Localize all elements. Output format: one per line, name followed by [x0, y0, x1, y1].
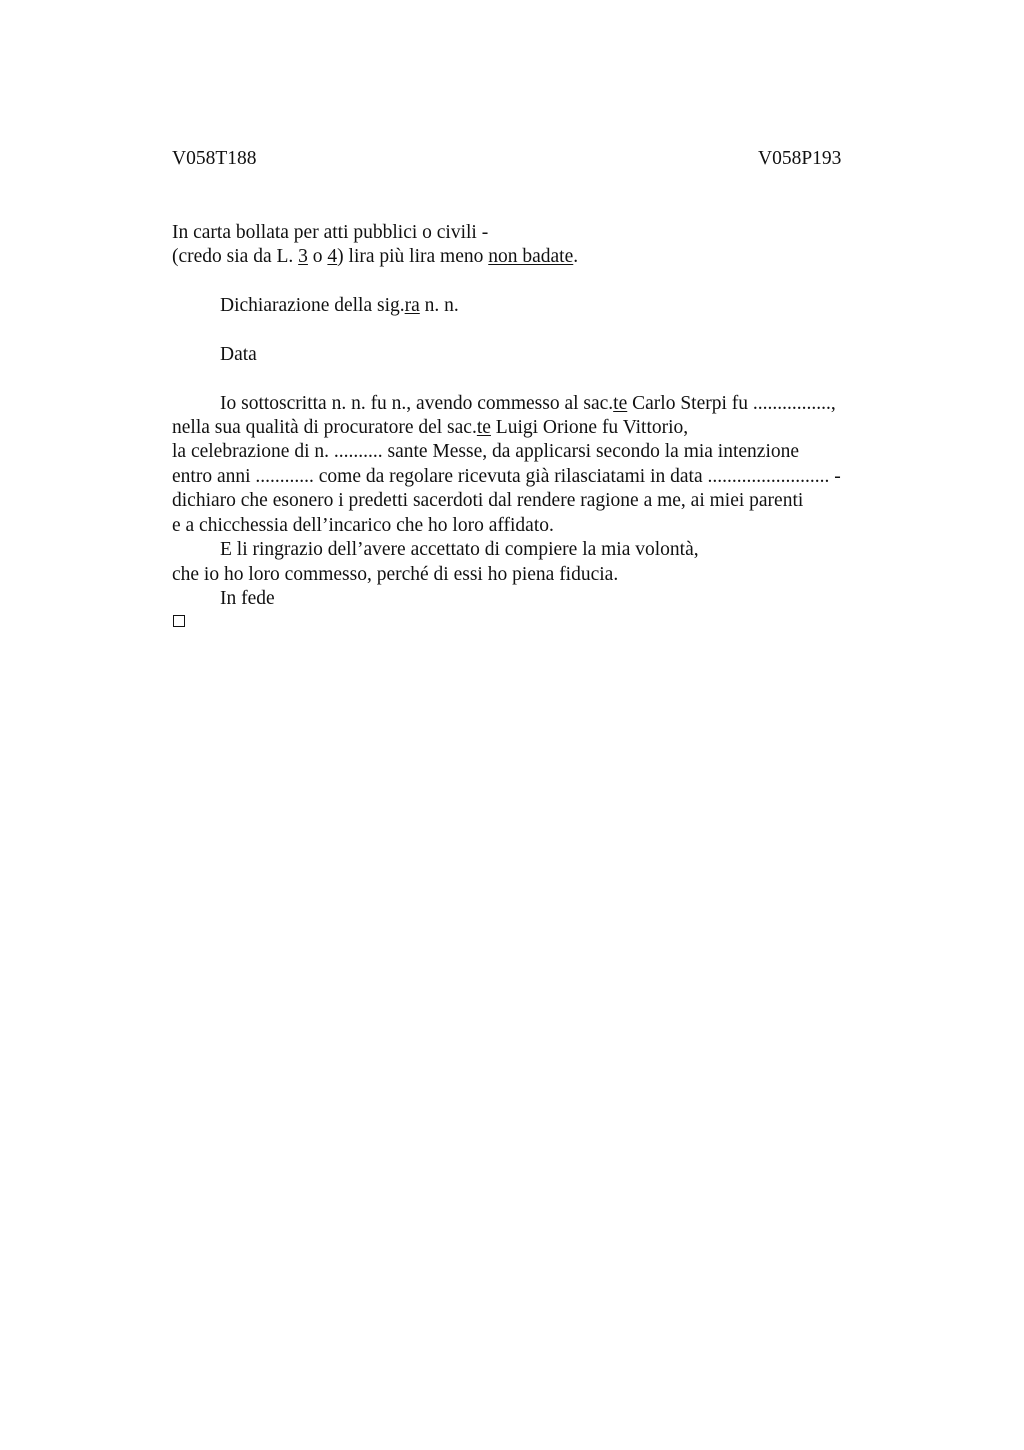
underlined-text: 3 — [298, 246, 308, 267]
document-code-right: V058P193 — [758, 148, 842, 169]
body-line-7: E li ringrazio dell’avere accettato di compiere la mia volontà, — [220, 539, 699, 560]
underlined-text: 4 — [327, 246, 338, 267]
closing-line: In fede — [220, 588, 275, 609]
declaration-title — [220, 294, 459, 318]
text-segment: o — [307, 246, 328, 267]
stamp-paper-note-2 — [172, 245, 578, 269]
body-line-1 — [220, 392, 836, 416]
text-segment: ) lira più lira meno — [337, 246, 489, 267]
text-segment: . — [573, 246, 579, 267]
underlined-text: te — [613, 393, 628, 414]
underlined-text: ra — [404, 295, 420, 316]
body-line-8: che io ho loro commesso, perché di essi ho piena fiducia. — [172, 564, 619, 585]
text-segment: Luigi Orione fu Vittorio, — [490, 417, 689, 438]
text-segment: Io sottoscritta n. n. fu n., avendo commesso al sac. — [220, 393, 614, 414]
date-label: Data — [220, 344, 257, 365]
body-line-4: entro anni ............ come da regolare ricevuta già rilasciatami in data ......................... - — [172, 466, 841, 487]
text-segment: n. n. — [419, 295, 459, 316]
underlined-text: non badate — [488, 246, 574, 267]
body-line-6: e a chicchessia dell’incarico che ho loro affidato. — [172, 515, 554, 536]
body-line-5: dichiaro che esonero i predetti sacerdoti dal rendere ragione a me, ai miei parenti — [172, 490, 804, 511]
underlined-text: te — [476, 417, 491, 438]
text-segment: (credo sia da L. — [172, 246, 299, 267]
text-segment: Carlo Sterpi fu ................, — [627, 393, 836, 414]
body-line-2 — [172, 416, 688, 440]
stamp-paper-note: In carta bollata per atti pubblici o civili - — [172, 222, 489, 243]
document-code-left: V058T188 — [172, 148, 257, 169]
text-segment: Dichiarazione della sig. — [220, 295, 405, 316]
body-line-3: la celebrazione di n. .......... sante Messe, da applicarsi secondo la mia intenzione — [172, 441, 800, 462]
end-square-icon — [173, 615, 185, 627]
text-segment: nella sua qualità di procuratore del sac. — [172, 417, 477, 438]
